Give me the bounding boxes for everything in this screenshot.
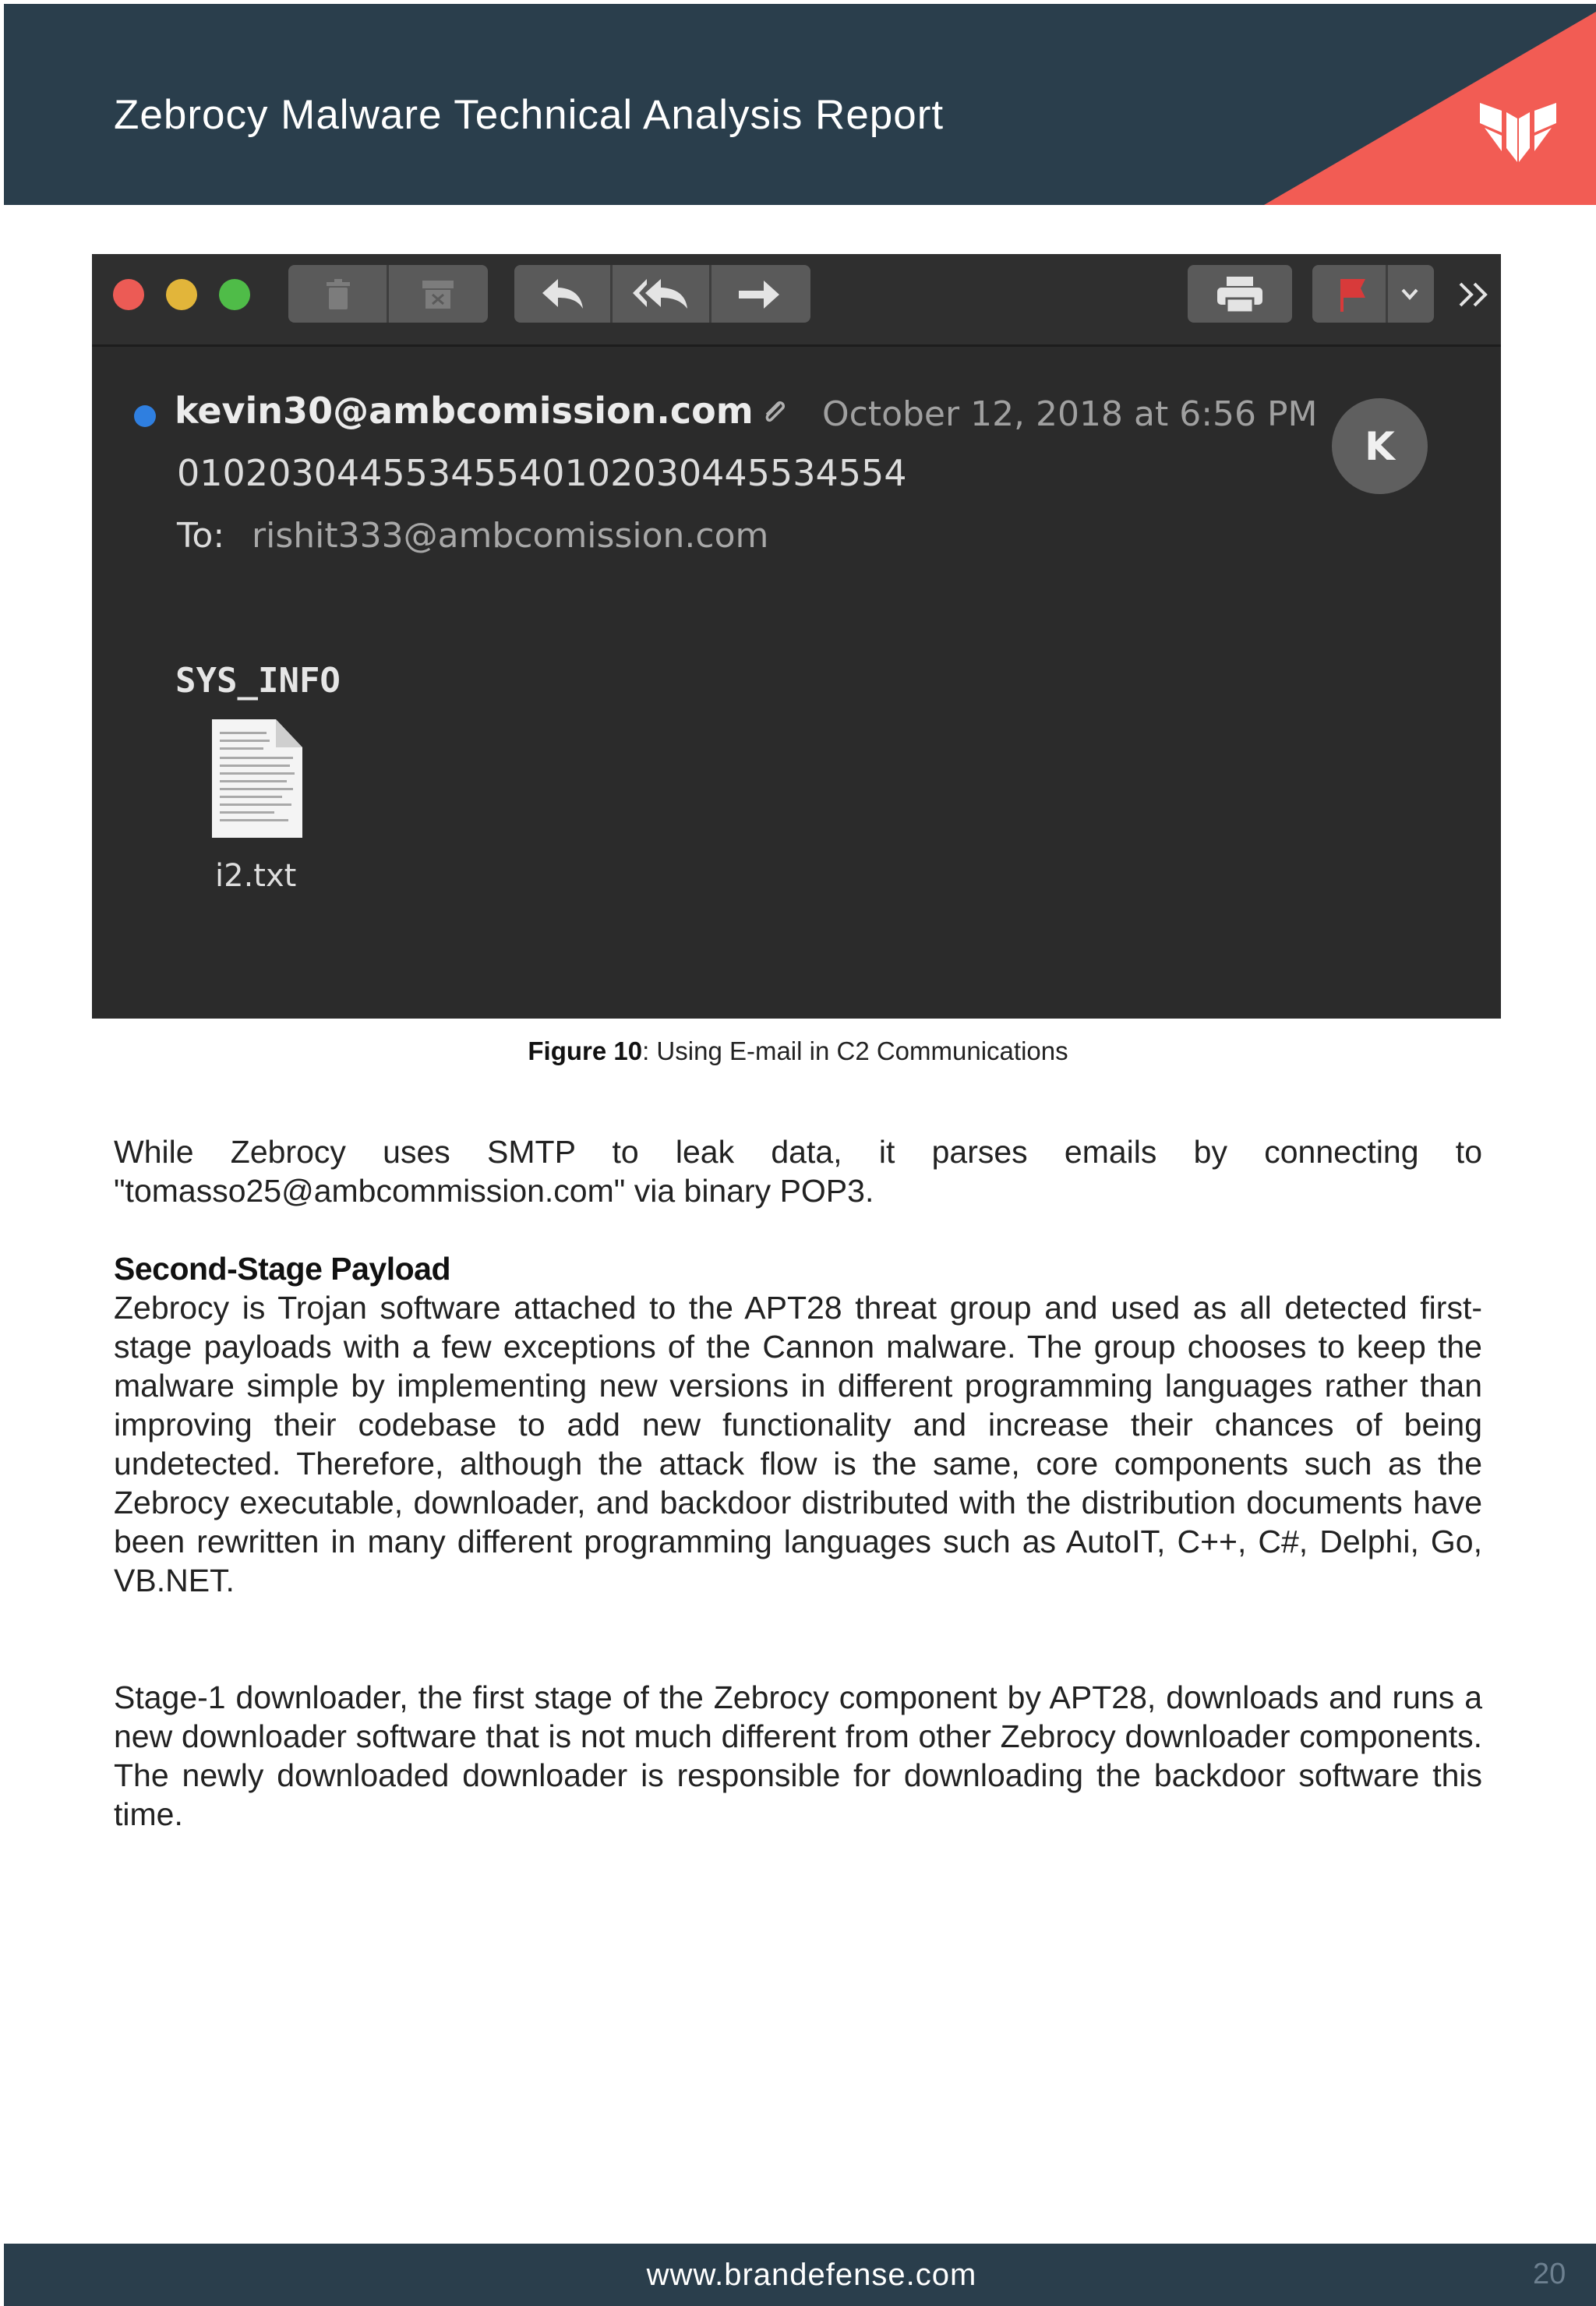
- reply-icon[interactable]: [539, 276, 586, 312]
- forward-icon[interactable]: [737, 277, 781, 312]
- figure-caption-label: Figure 10: [528, 1036, 643, 1065]
- section-heading: Second-Stage Payload: [114, 1251, 451, 1287]
- more-toolbar-icon[interactable]: [1457, 281, 1493, 309]
- figure-caption-text: : Using E-mail in C2 Communications: [642, 1036, 1068, 1065]
- flag-icon: [1334, 276, 1368, 313]
- page-footer: [4, 2244, 1596, 2306]
- page-number: 20: [1533, 2258, 1566, 2290]
- archive-icon[interactable]: [419, 277, 457, 312]
- minimize-window-button[interactable]: [166, 279, 197, 310]
- paperclip-icon: [759, 397, 790, 429]
- zoom-window-button[interactable]: [219, 279, 250, 310]
- report-title: Zebrocy Malware Technical Analysis Report: [114, 92, 945, 138]
- email-sender: kevin30@ambcomission.com: [175, 390, 754, 432]
- chevron-down-icon[interactable]: [1398, 284, 1421, 304]
- text-file-icon[interactable]: [209, 716, 305, 841]
- email-body-text: SYS_INFO: [175, 661, 341, 701]
- email-subject: 01020304455345540102030445534554: [177, 452, 907, 494]
- attachment-filename: i2.txt: [215, 858, 297, 894]
- paragraph-second-stage: Zebrocy is Trojan software attached to the APT28 threat group and used as all detected first-stage payloads with a few exceptions of the Cannon malware. The group chooses to keep the malware simple by implementing new versions in different programming languages rather than improving their codebase to add new functionality and increase their chances of being undetected. Therefore, although the attack flow is the same, core components such as the Zebrocy executable, downloader, and backdoor distributed with the distribution documents have been rewritten in many different programming languages such as AutoIT, C++, C#, Delphi, Go, VB.NET.: [114, 1290, 1482, 1598]
- figure-caption: [0, 1036, 1596, 1066]
- page-header: [4, 4, 1596, 205]
- email-to-label: To:: [177, 516, 225, 556]
- brandefense-logo-icon: [1478, 100, 1558, 164]
- email-date: October 12, 2018 at 6:56 PM: [822, 394, 1318, 434]
- paragraph-smtp: While Zebrocy uses SMTP to leak data, it parses emails by connecting to "tomasso25@ambcommission.com" via binary POP3.: [114, 1134, 1482, 1209]
- unread-indicator: [134, 405, 156, 427]
- reply-all-icon[interactable]: [631, 276, 690, 312]
- trash-icon[interactable]: [322, 277, 355, 312]
- mail-toolbar: [92, 254, 1501, 347]
- email-recipient: rishit333@ambcomission.com: [252, 516, 769, 556]
- email-screenshot: [92, 254, 1501, 1019]
- paragraph-stage1-downloader: Stage-1 downloader, the first stage of the Zebrocy component by APT28, downloads and runs a new downloader software that is not much different from other Zebrocy downloader components. The newly downloaded downloader is responsible for downloading the backdoor software this time.: [114, 1679, 1482, 1832]
- sender-avatar: K: [1332, 398, 1428, 494]
- printer-icon: [1216, 275, 1264, 314]
- footer-website: www.brandefense.com: [646, 2258, 977, 2292]
- close-window-button[interactable]: [113, 279, 144, 310]
